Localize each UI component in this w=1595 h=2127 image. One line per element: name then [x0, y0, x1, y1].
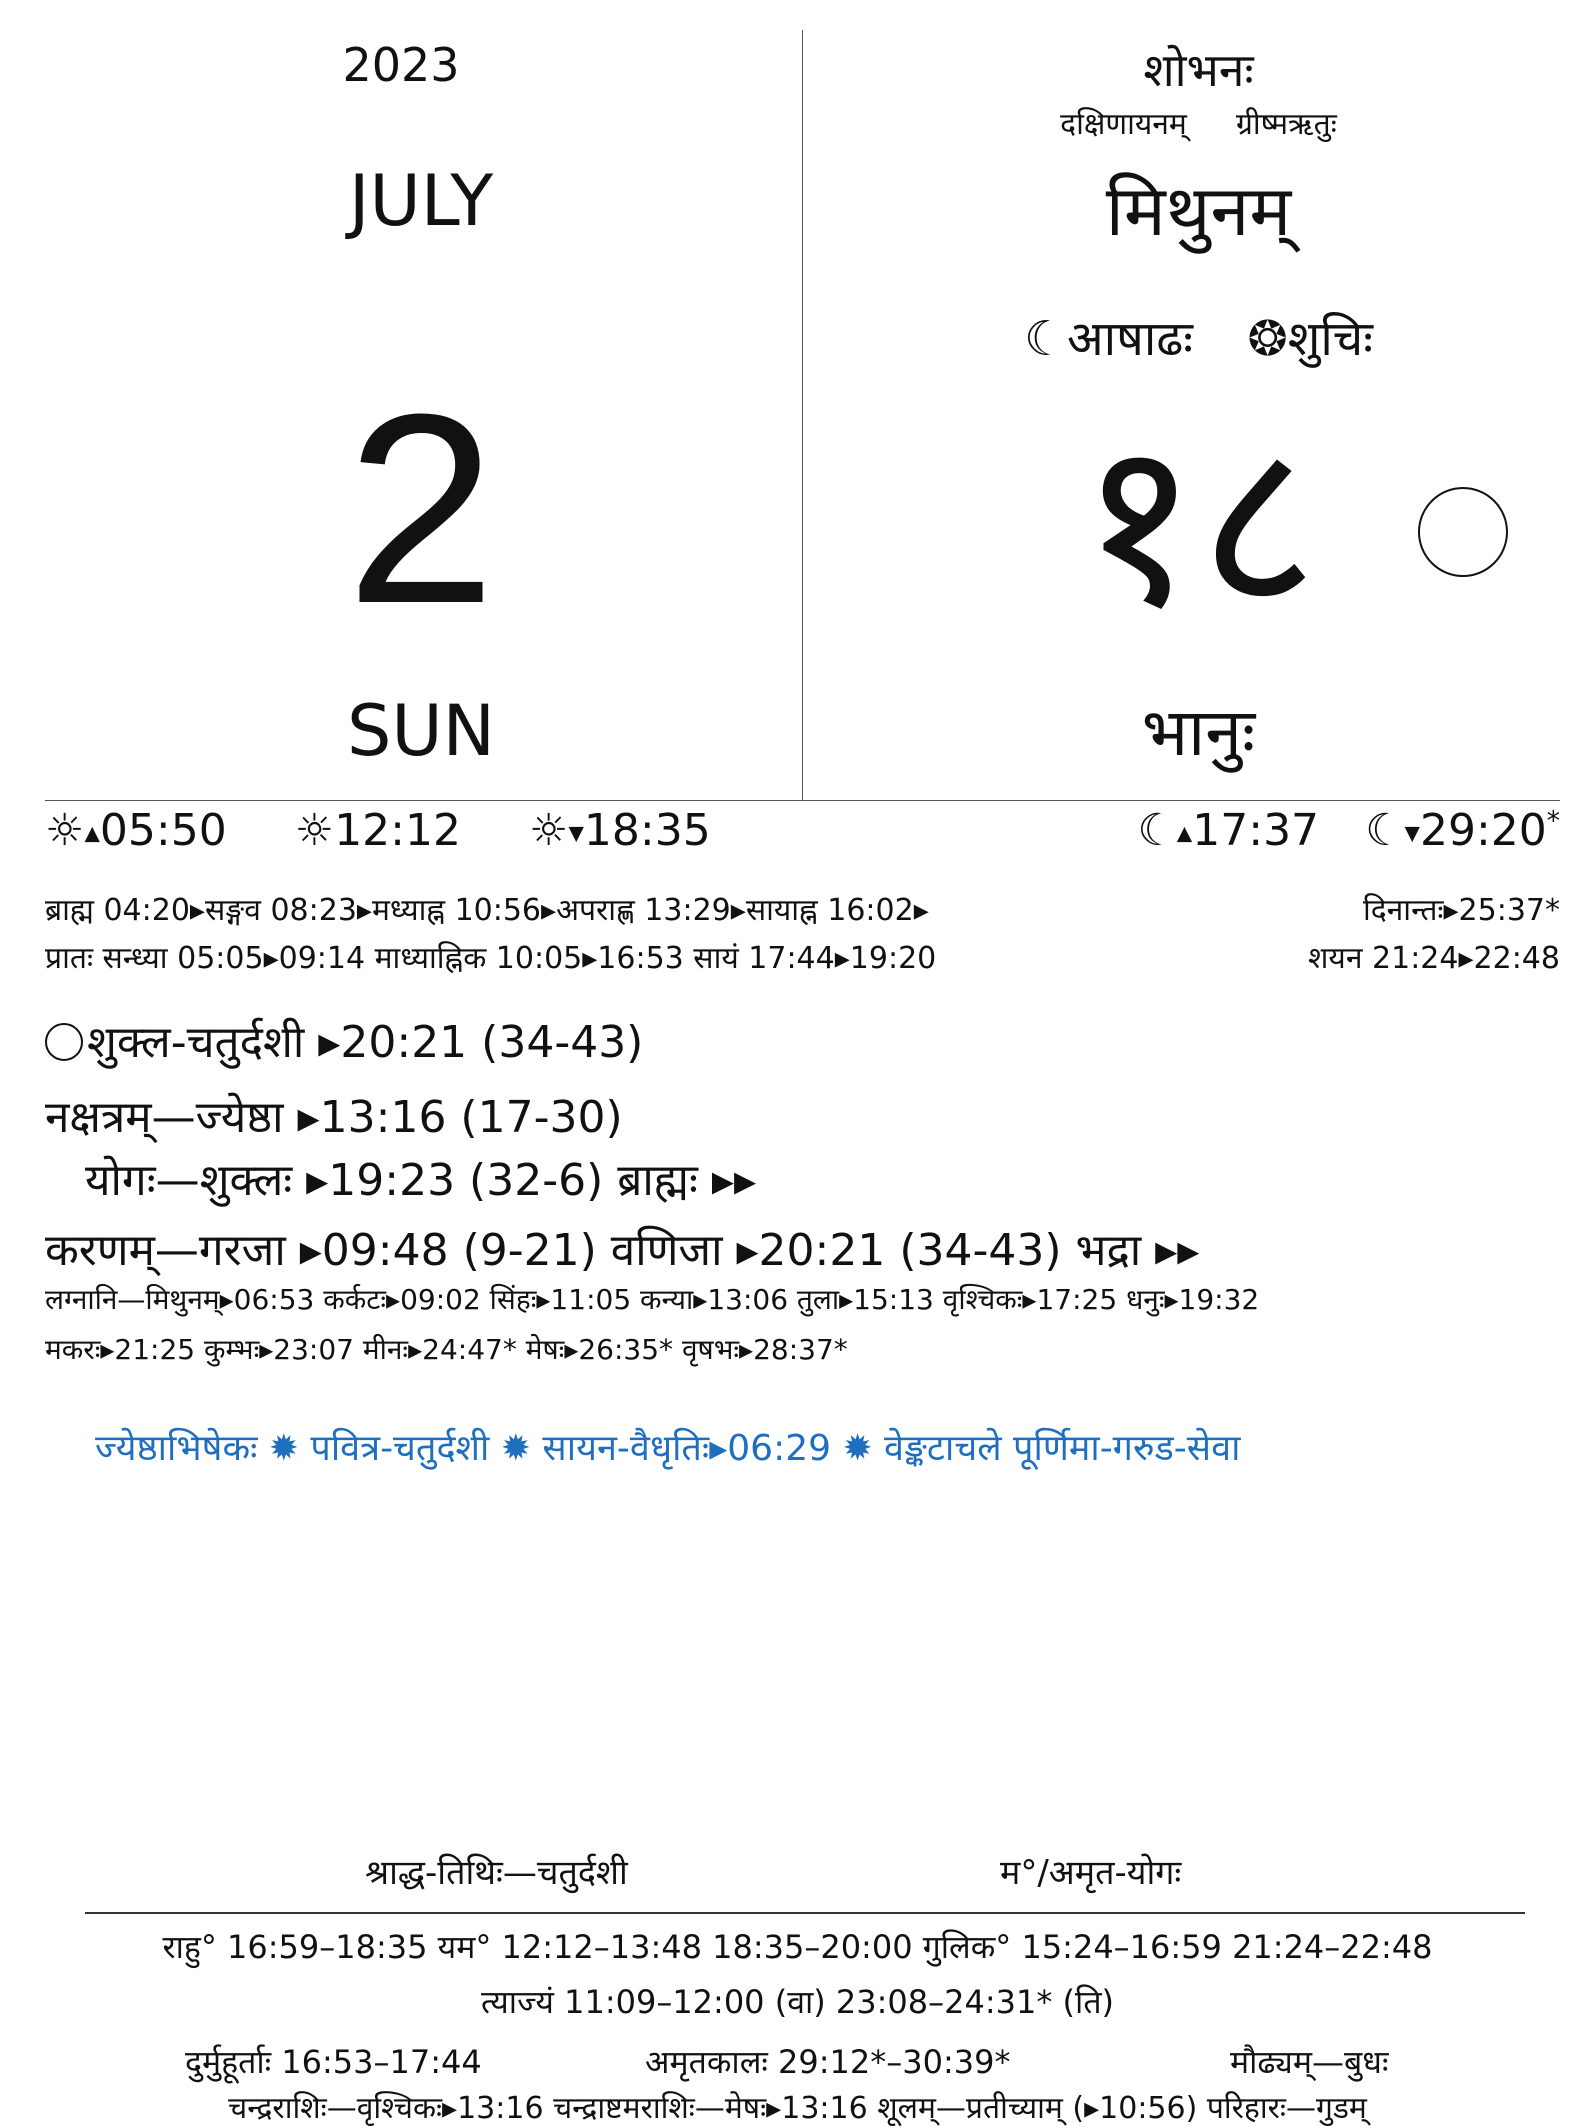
ritu: ग्रीष्मऋतुः — [1235, 107, 1337, 142]
sun-timings — [45, 805, 711, 856]
solar-month: शुचिः — [1287, 311, 1373, 367]
maudhya: मौढ्यम्—बुधः — [1230, 2043, 1389, 2081]
day-number: 2 — [345, 359, 497, 660]
dinantah: दिनान्तः▸25:37* — [1362, 893, 1560, 928]
weekday: SUN — [346, 690, 496, 772]
day-parts-line2: प्रातः सन्ध्या 05:05▸09:14 माध्याह्निक 10:05▸16:53 सायं 17:44▸19:20 — [45, 941, 937, 976]
karana: करणम्—गरजा ▸09:48 (9-21) वणिजा ▸20:21 (34-43) भद्रा ▸▸ — [45, 1225, 1200, 1276]
ayana: दक्षिणायनम् — [1060, 107, 1187, 142]
shayana: शयन 21:24▸22:48 — [1308, 941, 1560, 976]
shraddha-tithi: श्राद्ध-तिथिः—चतुर्दशी — [365, 1853, 628, 1893]
weekday-sanskrit: भानुः — [1141, 694, 1256, 771]
sunset-time: 18:35 — [583, 805, 711, 856]
top-divider — [45, 800, 1560, 801]
moonrise-icon: ☾▴ — [1137, 805, 1193, 856]
full-moon-small-icon — [45, 1023, 83, 1061]
sun-wheel-icon: ❂ — [1247, 311, 1288, 367]
sunset-icon: ☼▾ — [529, 805, 584, 856]
next-day-marker: * — [1546, 805, 1560, 837]
rashi-month: मिथुनम् — [1105, 170, 1292, 252]
ayana-ritu — [802, 102, 1595, 143]
year: 2023 — [342, 38, 460, 92]
durmuhurta: दुर्मुहूर्ताः 16:53–17:44 — [185, 2043, 482, 2081]
tithi-line — [45, 1010, 643, 1070]
full-moon-icon — [1418, 487, 1508, 577]
lunar-month: आषाढः — [1067, 311, 1193, 367]
lunar-day-number: १८ — [1078, 391, 1319, 658]
nakshatra: नक्षत्रम्—ज्येष्ठा ▸13:16 (17-30) — [45, 1092, 623, 1143]
tithi: शुक्ल-चतुर्दशी ▸20:21 (34-43) — [87, 1017, 644, 1068]
yoga-name: शोभनः — [1143, 43, 1254, 97]
noon-time: 12:12 — [334, 805, 461, 856]
bottom-divider — [85, 1912, 1525, 1914]
crescent-moon-icon: ☾ — [1024, 311, 1068, 367]
rashi-shula-line: चन्द्रराशिः—वृश्चिकः▸13:16 चन्द्राष्टमराशिः—मेषः▸13:16 शूलम्—प्रतीच्याम् (▸10:56) परिहारः—गुडम् — [228, 2091, 1367, 2126]
day-parts-line1: ब्राह्म 04:20▸सङ्गव 08:23▸मध्याह्न 10:56▸अपराह्ण 13:29▸सायाह्न 16:02▸ — [45, 893, 929, 928]
lagna-line1: लग्नानि—मिथुनम्▸06:53 कर्कटः▸09:02 सिंहः▸11:05 कन्या▸13:06 तुला▸15:13 वृश्चिकः▸17:25 धनुः▸19:32 — [45, 1283, 1260, 1316]
moonrise-time: 17:37 — [1192, 805, 1320, 856]
lagna-line2: मकरः▸21:25 कुम्भः▸23:07 मीनः▸24:47* मेषः▸26:35* वृषभः▸28:37* — [45, 1333, 848, 1366]
noon-sun-icon: ☼ — [294, 805, 335, 856]
rahu-yama-gulika: राहु° 16:59–18:35 यम° 12:12–13:48 18:35–20:00 गुलिक° 15:24–16:59 21:24–22:48 — [162, 1928, 1433, 1966]
sunrise-icon: ☼▴ — [45, 805, 100, 856]
moonset-time: 29:20 — [1419, 805, 1547, 856]
months-line — [802, 305, 1595, 370]
yoga: योगः—शुक्लः ▸19:23 (32-6) ब्राह्मः ▸▸ — [85, 1155, 757, 1206]
month: JULY — [348, 160, 494, 242]
festivals: ज्येष्ठाभिषेकः ✹ पवित्र-चतुर्दशी ✹ सायन-वैधृतिः▸06:29 ✹ वेङ्कटाचले पूर्णिमा-गरुड-सेवा — [95, 1428, 1241, 1469]
amritakala: अमृतकालः 29:12*–30:39* — [645, 2043, 1011, 2081]
moon-timings — [1137, 805, 1560, 856]
amrita-yoga: म°/अमृत-योगः — [1000, 1853, 1182, 1893]
moonset-icon: ☾▾ — [1365, 805, 1420, 856]
sunrise-time: 05:50 — [99, 805, 227, 856]
tyajya: त्याज्यं 11:09–12:00 (वा) 23:08–24:31* (ति) — [480, 1983, 1115, 2021]
